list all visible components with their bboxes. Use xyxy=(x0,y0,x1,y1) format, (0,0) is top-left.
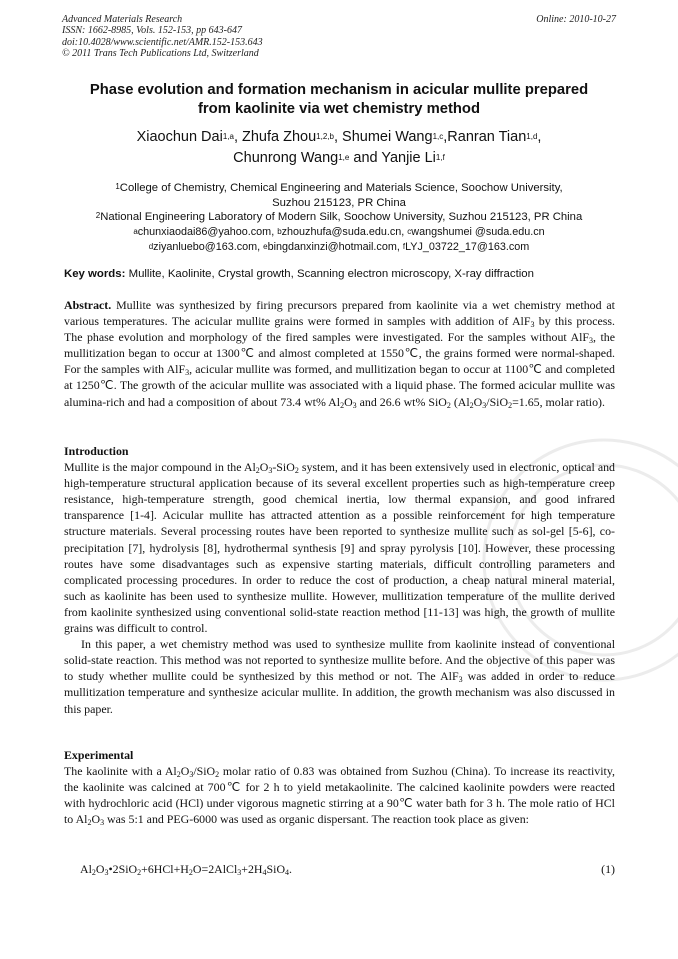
author-sup: 1,d xyxy=(526,132,538,141)
doi-line: doi:10.4028/www.scientific.net/AMR.152-153.643 xyxy=(62,36,263,48)
author-sup: 1,e xyxy=(338,153,350,162)
abstract-label: Abstract. xyxy=(64,298,112,312)
author-sup: 1,f xyxy=(435,153,445,162)
copyright-line: © 2011 Trans Tech Publications Ltd, Switzerland xyxy=(62,47,259,59)
email-line-2: $^d$ziyanluebo@163.com, $^e$bingdanxinzi@hotmail.com, $^f$LYJ_03722_17@163.com xyxy=(148,241,530,253)
online-date: Online: 2010-10-27 xyxy=(536,14,616,25)
affiliations: $^1$College of Chemistry, Chemical Engineering and Materials Science, Soochow University, Suzhou 215123, PR China $^2$National Engineering Laboratory of Modern Silk, Soochow University, Suzhou 215123, PR China $^a$chunxiaodai86@yahoo.com, $^b$zhouzhufa@suda.edu.cn, $^c$wangshumei @suda.edu.cn $^d$ziyanluebo@163.com, $^e$bingdanxinzi@hotmail.com, $^f$LYJ_03722_17@163.com xyxy=(40,181,638,256)
experimental-section xyxy=(64,747,615,827)
author-sup: 1,a xyxy=(222,132,234,141)
experimental-heading: Experimental xyxy=(64,748,134,762)
equation-text: $Al_2O_3•2SiO_2+6HCl+H_2O=2AlCl_3+2H_4SiO_4$. xyxy=(80,862,293,877)
introduction-paragraph-1: Mullite is the major compound in the $Al_2O_3-SiO_2$ system, and it has been extensively used in electronic, optical and high-temperature structural application because of its several excellent properties such as high-temperature creep resistance, high-temperature strength, good chemical inertia, low thermal expansion, and good infrared transparence [1-4]. Acicular mullite has attracted attention as a possible reinforcement for high temperature structure materials. Several processing routes have been reported to synthesize mullite such as sol-gel [5-6], co-precipitation [7], hydrolysis [8], hydrothermal synthesis [9] and spray pyrolysis [10]. However, these processing routes have some disadvantages such as expensive starting materials, difficult controlling parameters and complicated processing procedures. In order to reduce the cost of production, a cheap natural mineral material, such as kaolinite has been used to synthesize mullite. However, mullitization temperature of the mullite derived from kaolinite synthesized using conventional solid-state reaction method [11-13] was high, the growth of mullite grains was difficult to control. xyxy=(64,460,615,636)
author-sup: 1,2,b xyxy=(316,132,334,141)
email-b: zhouzhufa@suda.edu.cn xyxy=(281,225,402,238)
affiliation-2: National Engineering Laboratory of Modern Silk, Soochow University, Suzhou 215123, PR China xyxy=(100,211,583,223)
issn-line: ISSN: 1662-8985, Vols. 152-153, pp 643-647 xyxy=(62,25,242,37)
author-name: Zhufa Zhou xyxy=(242,129,317,145)
author-list: Xiaochun Dai$^{1,a}$, Zhufa Zhou$^{1,2,b}$, Shumei Wang$^{1,c}$,Ranran Tian$^{1,d}$, Chunrong Wang$^{1,e}$ and Yanjie Li$^{1,f}$ xyxy=(136,129,542,166)
author-name: Chunrong Wang xyxy=(233,150,339,166)
author-name: Ranran Tian xyxy=(447,129,527,145)
author-sup: 1,c xyxy=(432,132,444,141)
email-line-1: $^a$chunxiaodai86@yahoo.com, $^b$zhouzhufa@suda.edu.cn, $^c$wangshumei @suda.edu.cn xyxy=(133,225,545,238)
author-name: Yanjie Li xyxy=(381,150,436,166)
experimental-paragraph: The kaolinite with a $Al_2O_3/SiO_2$ molar ratio of 0.83 was obtained from Suzhou (China). To increase its reactivity, the kaolinite was calcined at 700℃ for 2 h to yield metakaolinite. The calcined kaolinite powders were reacted with hydrochloric acid (HCl) under vigorous magnetic stirring at a 90℃ water bath for 3 h. The mole ratio of HCl to $Al_2O_3$ was 5:1 and PEG-6000 was used as organic dispersant. The reaction took place as given: xyxy=(64,764,615,828)
author-name: Shumei Wang xyxy=(342,129,433,145)
affiliation-1-city: Suzhou 215123, PR China xyxy=(272,196,406,209)
keywords-label: Key words: xyxy=(64,268,126,280)
journal-name: Advanced Materials Research xyxy=(62,14,183,25)
email-d: ziyanluebo@163.com xyxy=(153,241,258,253)
introduction-heading: Introduction xyxy=(64,444,129,458)
journal-header xyxy=(62,14,616,59)
author-name: Xiaochun Dai xyxy=(136,129,223,145)
email-a: chunxiaodai86@yahoo.com xyxy=(137,225,272,238)
title-line-2: from kaolinite via wet chemistry method xyxy=(197,101,481,117)
keywords-text: Mullite, Kaolinite, Crystal growth, Scanning electron microscopy, X-ray diffraction xyxy=(128,268,534,280)
keywords xyxy=(64,267,616,282)
email-f: LYJ_03722_17@163.com xyxy=(405,241,530,253)
equation-1 xyxy=(80,862,615,877)
equation-number: (1) xyxy=(601,862,615,876)
introduction-section xyxy=(64,443,615,717)
affiliation-1: College of Chemistry, Chemical Engineering and Materials Science, Soochow University, xyxy=(119,182,563,194)
email-e: bingdanxinzi@hotmail.com xyxy=(267,241,397,253)
abstract: Abstract. Mullite was synthesized by firing precursors prepared from kaolinite via a wet chemistry method at various temperatures. The acicular mullite grains were formed in samples with addition of AlF$_3$ by this process. The phase evolution and morphology of the fired samples were investigated. For the samples without AlF$_3$, the mullitization began to occur at 1300℃ and almost completed at 1550℃, the grains formed were normal-shaped. For the samples with AlF$_3$, acicular mullite was formed, and mullitization began to occur at 1100℃ and completed at 1250℃. The growth of the acicular mullite was associated with a liquid phase. The formed acicular mullite was alumina-rich and had a composition of about 73.4 wt% $Al_2O_3$ and 26.6 wt% SiO$_2$ ($Al_2O_3/SiO_2=1.65$, molar ratio). xyxy=(64,298,615,410)
introduction-paragraph-2: In this paper, a wet chemistry method was used to synthesize mullite from kaolinite instead of conventional solid-state reaction. This method was not reported to synthesize mullite before. And the objective of this paper was to study whether mullite could be synthesized by this method or not. The AlF$_3$ was added in order to reduce mullitization temperature and synthesize acicular mullite. In addition, the growth mechanism was also discussed in this paper. xyxy=(64,637,615,716)
email-c: wangshumei @suda.edu.cn xyxy=(411,225,545,238)
paper-title xyxy=(40,81,638,119)
title-line-1: Phase evolution and formation mechanism in acicular mullite prepared xyxy=(89,82,589,98)
